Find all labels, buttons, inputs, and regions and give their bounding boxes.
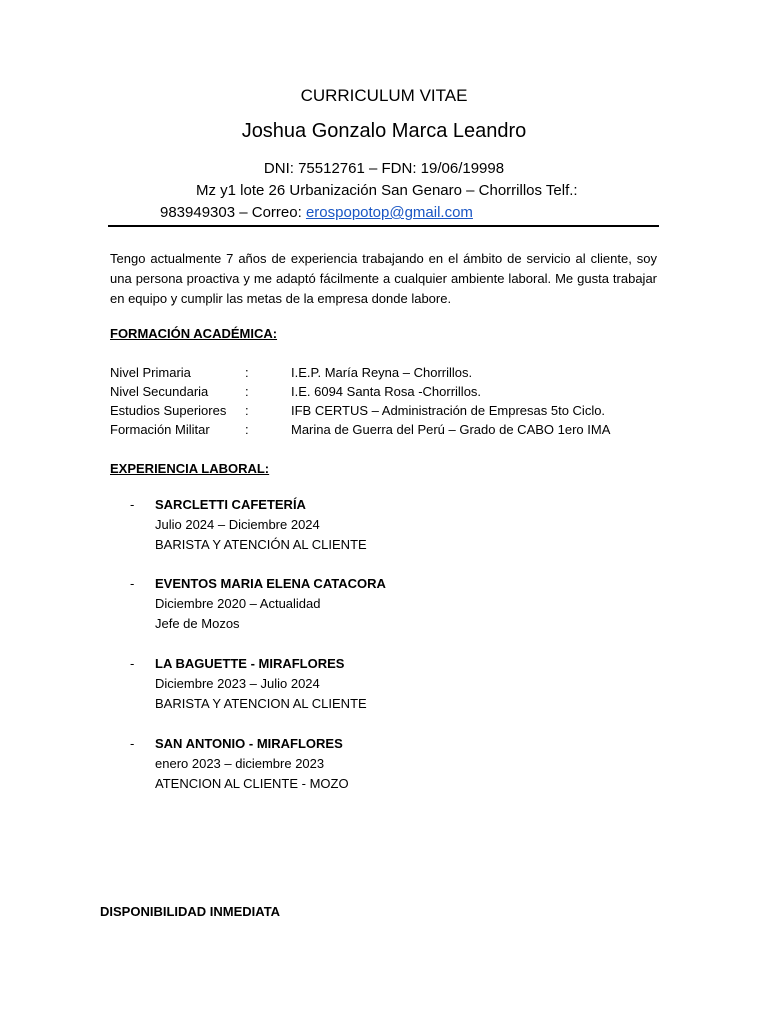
- id-line: DNI: 75512761 – FDN: 19/06/19998: [263, 160, 505, 177]
- job-period: Julio 2024 – Diciembre 2024: [155, 517, 320, 532]
- education-value: I.E.P. María Reyna – Chorrillos.: [291, 365, 473, 380]
- education-colon: :: [245, 365, 249, 380]
- header-divider: [108, 225, 659, 227]
- phone-text: 983949303 – Correo:: [160, 204, 306, 221]
- education-label: Formación Militar: [110, 422, 210, 437]
- email-link[interactable]: erospopotop@gmail.com: [305, 204, 473, 221]
- education-colon: :: [245, 422, 249, 437]
- job-period: Diciembre 2023 – Julio 2024: [155, 676, 320, 691]
- bullet-dash: -: [130, 736, 135, 751]
- education-value: IFB CERTUS – Administración de Empresas 5to Ciclo.: [291, 403, 606, 418]
- availability-note: DISPONIBILIDAD INMEDIATA: [100, 904, 281, 919]
- education-label: Nivel Primaria: [110, 365, 191, 380]
- education-row: [110, 365, 670, 384]
- education-colon: :: [245, 384, 249, 399]
- job-period: Diciembre 2020 – Actualidad: [155, 596, 321, 611]
- education-heading: FORMACIÓN ACADÉMICA:: [110, 326, 278, 341]
- bullet-dash: -: [130, 497, 135, 512]
- experience-heading: EXPERIENCIA LABORAL:: [110, 461, 270, 476]
- job-role: BARISTA Y ATENCIÓN AL CLIENTE: [155, 537, 367, 552]
- phone-email-line: [160, 204, 473, 221]
- job-company: SAN ANTONIO - MIRAFLORES: [155, 736, 343, 751]
- education-label: Estudios Superiores: [110, 403, 227, 418]
- document-title: CURRICULUM VITAE: [300, 86, 468, 105]
- job-company: SARCLETTI CAFETERÍA: [155, 497, 306, 512]
- education-value: Marina de Guerra del Perú – Grado de CABO 1ero IMA: [291, 422, 611, 437]
- education-value: I.E. 6094 Santa Rosa -Chorrillos.: [291, 384, 482, 399]
- bullet-dash: -: [130, 656, 135, 671]
- education-colon: :: [245, 403, 249, 418]
- education-row: [110, 403, 670, 422]
- job-company: EVENTOS MARIA ELENA CATACORA: [155, 576, 386, 591]
- education-label: Nivel Secundaria: [110, 384, 209, 399]
- candidate-name: Joshua Gonzalo Marca Leandro: [241, 120, 527, 142]
- job-period: enero 2023 – diciembre 2023: [155, 756, 325, 771]
- job-role: BARISTA Y ATENCION AL CLIENTE: [155, 696, 367, 711]
- education-row: [110, 422, 670, 441]
- job-company: LA BAGUETTE - MIRAFLORES: [155, 656, 345, 671]
- address-line: Mz y1 lote 26 Urbanización San Genaro – Chorrillos Telf.:: [196, 182, 578, 199]
- job-role: ATENCION AL CLIENTE - MOZO: [155, 776, 349, 791]
- profile-summary: Tengo actualmente 7 años de experiencia trabajando en el ámbito de servicio al cliente, soy una persona proactiva y me adaptó fácilmente a cualquier ambiente laboral. Me gusta trabajar en equipo y cumplir las metas de la empresa donde labore.: [110, 251, 657, 306]
- job-role: Jefe de Mozos: [155, 616, 240, 631]
- bullet-dash: -: [130, 576, 135, 591]
- education-row: [110, 384, 670, 403]
